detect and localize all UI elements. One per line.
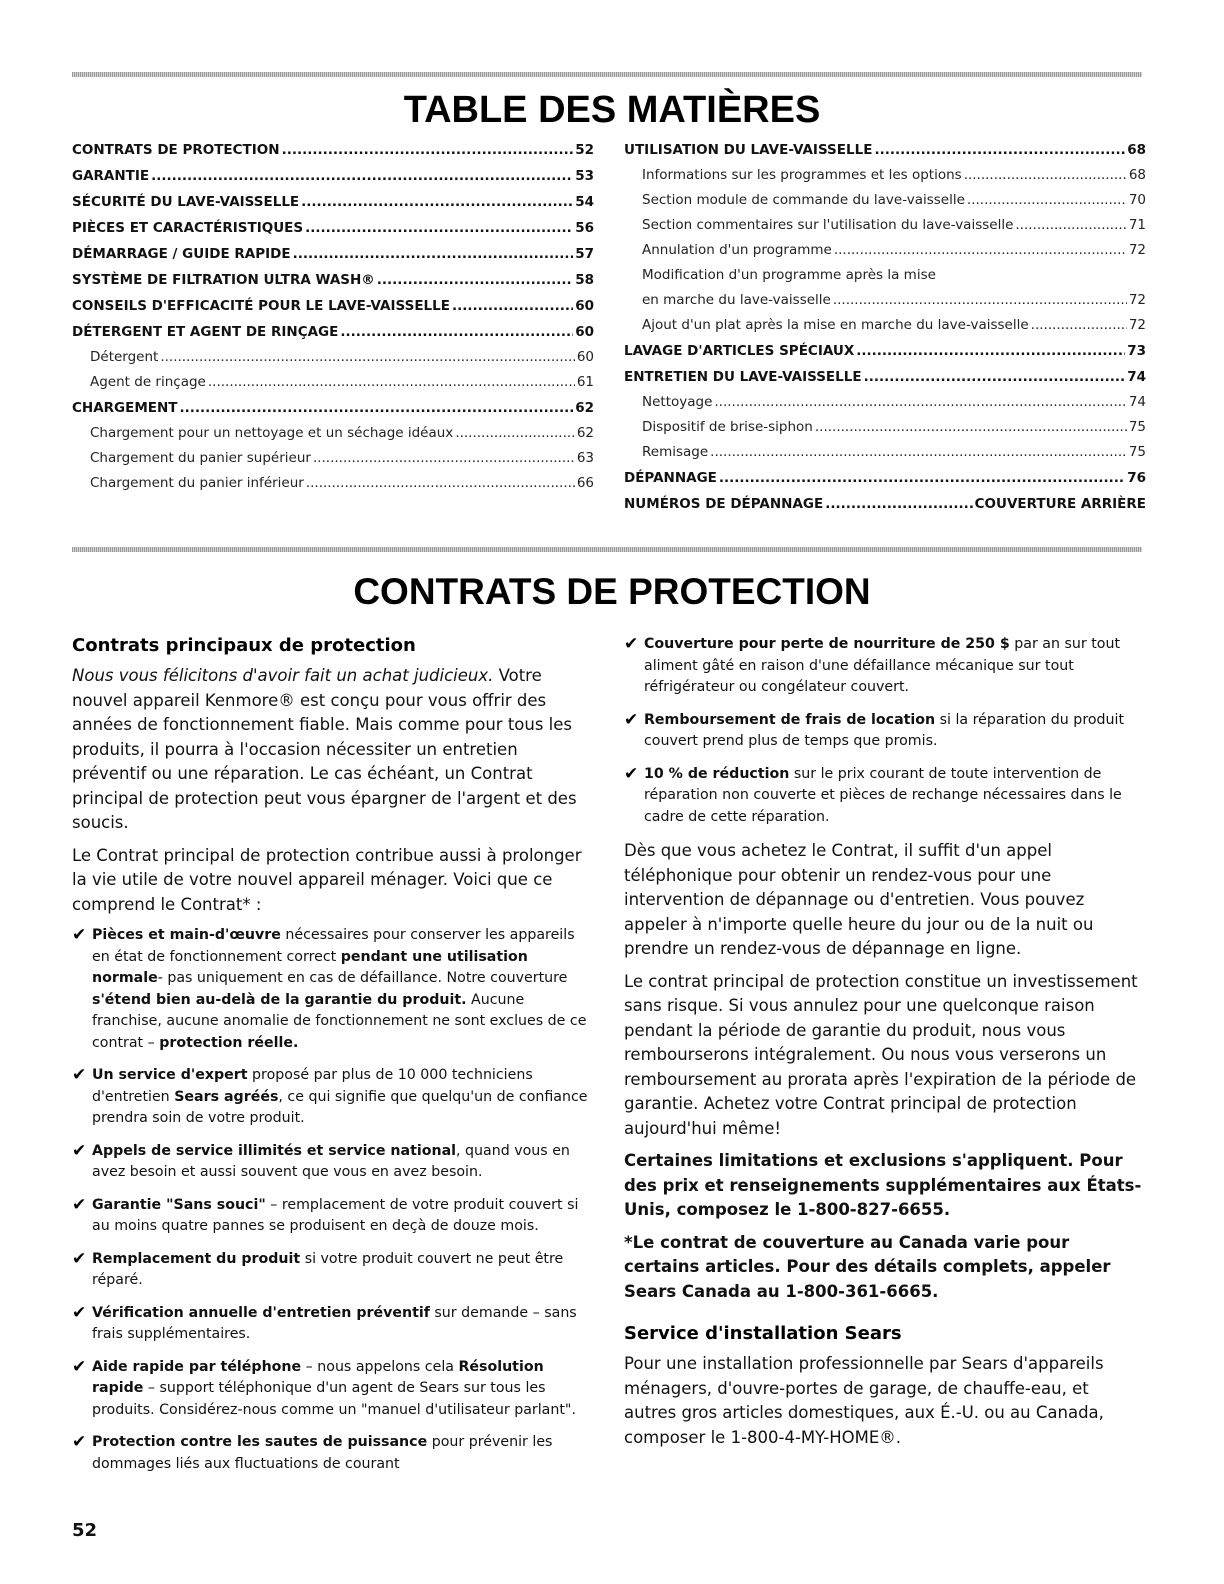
toc-entry (72, 163, 594, 189)
checkmark-icon: ✔ (624, 709, 639, 730)
toc-entry-label: DÉMARRAGE / GUIDE RAPIDE (72, 246, 291, 262)
toc-entry (624, 491, 1146, 517)
benefit-detail: – nous appelons cela (301, 1358, 459, 1375)
toc-entry-label: Chargement du panier inférieur (90, 475, 304, 491)
contracts-right-column (624, 634, 1144, 1458)
toc-leader (710, 440, 1127, 465)
refund-paragraph: Le contrat principal de protection constitue un investissement sans risque. Si vous annulez pour une quelconque raison pendant la période de garantie du produit, nous vous rembourserons intégralement. Ou nous vous verserons un remboursement au prorata après l'expiration de la période de garantie. Achetez votre Contrat principal de protection aujourd'hui même! (624, 971, 1138, 1138)
toc-entry (72, 137, 594, 163)
benefit-detail: si la réparation du produit couvert prend plus de temps que promis. (644, 711, 1125, 749)
benefit-detail: si votre produit couvert ne peut être réparé. (92, 1250, 564, 1288)
toc-entry-label: Dispositif de brise-siphon (642, 419, 813, 435)
benefit-text (92, 1067, 588, 1126)
benefit-highlight: Garantie "Sans souci" (92, 1196, 266, 1213)
toc-entry-label: Agent de rinçage (90, 374, 206, 390)
benefit-detail: Aucune franchise, aucune anomalie de fonctionnement ne sont exclues de ce contrat – (92, 991, 587, 1051)
toc-entry (624, 415, 1146, 440)
benefit-highlight: pendant une utilisation normale (92, 948, 528, 986)
toc-page-number: 56 (575, 220, 594, 236)
canada-paragraph: *Le contrat de couverture au Canada varie pour certains articles. Pour des détails complets, appeler Sears Canada au 1-800-361-6665. (624, 1232, 1111, 1301)
toc-entry-label: en marche du lave-vaisselle (642, 292, 831, 308)
toc-entry (624, 163, 1146, 188)
toc-leader (151, 163, 573, 189)
benefit-text (92, 927, 586, 1051)
benefit-text (92, 1359, 576, 1418)
checkmark-icon: ✔ (72, 1302, 87, 1323)
toc-entry-label: GARANTIE (72, 168, 150, 184)
appointment-paragraph: Dès que vous achetez le Contrat, il suffit d'un appel téléphonique pour obtenir un rendez-vous pour une intervention de dépannage ou d'entretien. Vous pouvez appeler à n'importe quelle heure du jour ou de la nuit ou prendre un rendez-vous de dépannage en ligne. (624, 841, 1094, 958)
toc-entry (72, 215, 594, 241)
toc-entry (72, 189, 594, 215)
toc-entry (72, 319, 594, 345)
contracts-title: CONTRATS DE PROTECTION (353, 571, 871, 612)
benefit-item (72, 1195, 590, 1238)
benefit-detail: sur le prix courant de toute intervention de réparation non couverte et pièces de rechange nécessaires dans le cadre de cette réparation. (644, 765, 1122, 825)
toc-page-number: 68 (1128, 167, 1146, 183)
toc-entry-label: PIÈCES ET CARACTÉRISTIQUES (72, 220, 304, 236)
toc-entry (624, 338, 1146, 364)
toc-page-number: 61 (576, 374, 594, 390)
toc-entry-label: Détergent (90, 349, 159, 365)
benefit-item (72, 1303, 590, 1346)
toc-entry (624, 263, 1146, 313)
toc-entry-label: CHARGEMENT (72, 400, 178, 416)
toc-entry-label: SYSTÈME DE FILTRATION ULTRA WASH® (72, 272, 375, 288)
benefit-highlight: Pièces et main-d'œuvre (92, 927, 281, 943)
intro-italic: Nous vous félicitons d'avoir fait un achat judicieux. (72, 666, 494, 685)
benefit-detail: – support téléphonique d'un agent de Sears sur tous les produits. Considérez-nous comme un "manuel d'utilisateur parlant". (92, 1380, 576, 1418)
toc-entry (624, 440, 1146, 465)
benefit-item (624, 764, 1144, 829)
benefit-text (644, 636, 1120, 695)
checkmark-icon: ✔ (72, 1140, 87, 1161)
toc-entry-label: SÉCURITÉ DU LAVE-VAISSELLE (72, 194, 300, 210)
checkmark-icon: ✔ (624, 634, 639, 654)
checkmark-icon: ✔ (72, 1194, 87, 1215)
benefit-detail: par an sur tout aliment gâté en raison d'une défaillance mécanique sur tout réfrigérateur ou congélateur couvert. (644, 636, 1121, 695)
toc-page-number: 76 (1127, 470, 1146, 486)
toc-leader (964, 163, 1127, 188)
toc-right-column (624, 137, 1146, 517)
toc-entry-label: DÉPANNAGE (624, 470, 717, 486)
install-heading: Service d'installation Sears (624, 1323, 902, 1344)
benefit-detail: proposé par plus de 10 000 techniciens d'entretien (92, 1067, 533, 1105)
toc-leader (815, 415, 1127, 440)
intro-rest: Votre nouvel appareil Kenmore® est conçu pour vous offrir des années de fonctionnement fiable. Mais comme pour tous les produits, il pourra à l'occasion nécessiter un entretien préventif ou une réparation. Le cas échéant, un Contrat principal de protection peut vous épargner de l'argent et des soucis. (72, 666, 577, 832)
benefit-text (644, 712, 1124, 750)
benefit-highlight: Aide rapide par téléphone (92, 1358, 302, 1375)
toc-entry (624, 137, 1146, 163)
toc-entry (72, 471, 594, 496)
toc-page-number: COUVERTURE ARRIÈRE (974, 496, 1146, 512)
benefit-highlight: protection réelle. (159, 1034, 299, 1051)
toc-leader (1031, 313, 1127, 338)
toc-entry-label: Modification d'un programme après la mise (642, 267, 936, 283)
benefit-highlight: Remboursement de frais de location (644, 711, 936, 728)
benefit-text (92, 1143, 570, 1181)
toc-leader (208, 370, 575, 395)
toc-page-number: 57 (575, 246, 594, 262)
toc-entry (624, 465, 1146, 491)
benefit-item (624, 634, 1144, 699)
toc-page-number: 72 (1128, 317, 1146, 333)
benefit-detail: - pas uniquement en cas de défaillance. Notre couverture (157, 970, 568, 986)
toc-entry (624, 238, 1146, 263)
toc-page-number: 75 (1128, 419, 1146, 435)
toc-leader (313, 446, 575, 471)
toc-leader (856, 338, 1125, 364)
middle-divider (72, 547, 1142, 552)
checkmark-icon: ✔ (72, 925, 87, 945)
toc-entry-label: UTILISATION DU LAVE-VAISSELLE (624, 142, 873, 158)
toc-entry (624, 213, 1146, 238)
intro-paragraph (72, 664, 590, 836)
toc-leader (714, 390, 1126, 415)
benefit-text (92, 1251, 563, 1289)
benefit-highlight: Couverture pour perte de nourriture de 250 $ (644, 636, 1010, 652)
benefit-item (72, 1249, 590, 1292)
toc-entry (72, 267, 594, 293)
toc-leader (160, 345, 574, 370)
benefit-highlight: s'étend bien au-delà de la garantie du produit. (92, 991, 467, 1008)
checkmark-icon: ✔ (72, 1248, 87, 1269)
toc-page-number: 74 (1128, 394, 1146, 410)
toc-page-number: 74 (1127, 369, 1146, 385)
toc-page-number: 63 (576, 450, 594, 466)
toc-entry (72, 345, 594, 370)
toc-page-number: 58 (575, 272, 594, 288)
toc-leader (340, 319, 573, 345)
toc-page-number: 54 (575, 194, 594, 210)
toc-page-number: 68 (1127, 142, 1146, 158)
benefit-item (72, 1065, 590, 1130)
benefit-highlight: 10 % de réduction (644, 765, 790, 782)
toc-entry (72, 370, 594, 395)
right-bullet-list (624, 634, 1144, 828)
page-number: 52 (72, 1520, 98, 1541)
toc-page-number: 73 (1127, 343, 1146, 359)
toc-leader (1015, 213, 1126, 238)
benefit-text (92, 1305, 577, 1343)
checkmark-icon: ✔ (72, 1065, 87, 1085)
left-bullet-list (72, 925, 590, 1475)
toc-entry (624, 188, 1146, 213)
benefit-detail: pour prévenir les dommages liés aux fluctuations de courant (92, 1434, 553, 1472)
toc-page-number: 52 (575, 142, 594, 158)
toc-page-number: 71 (1128, 217, 1146, 233)
toc-entry-label: Chargement pour un nettoyage et un séchage idéaux (90, 425, 454, 441)
toc-page-number: 75 (1128, 444, 1146, 460)
toc-page-number: 70 (1128, 192, 1146, 208)
toc-page-number: 60 (575, 324, 594, 340)
toc-entry-label: ENTRETIEN DU LAVE-VAISSELLE (624, 369, 862, 385)
toc-leader (452, 293, 573, 319)
toc-leader (834, 238, 1127, 263)
toc-entry (72, 395, 594, 421)
toc-entry-label: LAVAGE D'ARTICLES SPÉCIAUX (624, 343, 855, 359)
benefit-highlight: Appels de service illimités et service national (92, 1142, 457, 1159)
benefit-highlight: Remplacement du produit (92, 1250, 301, 1267)
toc-page-number: 53 (575, 168, 594, 184)
toc-entry (624, 364, 1146, 390)
toc-leader (293, 241, 574, 267)
toc-leader (377, 267, 573, 293)
toc-entry-label: DÉTERGENT ET AGENT DE RINÇAGE (72, 324, 339, 340)
top-divider (72, 72, 1142, 77)
toc-page-number: 66 (576, 475, 594, 491)
toc-entry-label: CONTRATS DE PROTECTION (72, 142, 280, 158)
toc-entry-label: Section commentaires sur l'utilisation du lave-vaisselle (642, 217, 1014, 233)
benefit-item (72, 1141, 590, 1184)
toc-leader (306, 471, 575, 496)
benefit-detail: , ce qui signifie que quelqu'un de confiance prendra soin de votre produit. (92, 1088, 588, 1126)
benefit-highlight: Résolution rapide (92, 1358, 544, 1396)
benefit-detail: nécessaires pour conserver les appareils en état de fonctionnement correct (92, 927, 575, 965)
benefit-item (72, 1432, 590, 1475)
toc-page-number: 62 (576, 425, 594, 441)
toc-leader (833, 288, 1127, 313)
benefit-item (624, 710, 1144, 753)
checkmark-icon: ✔ (72, 1356, 87, 1377)
checkmark-icon: ✔ (72, 1432, 87, 1452)
toc-leader (180, 395, 574, 421)
contracts-left-column (72, 634, 590, 1486)
toc-page-number: 72 (1128, 292, 1146, 308)
toc-entry (624, 390, 1146, 415)
toc-entry-line (642, 288, 1146, 313)
toc-title: TABLE DES MATIÈRES (403, 89, 821, 131)
benefit-detail: , quand vous en avez besoin et aussi souvent que vous en avez besoin. (92, 1142, 570, 1180)
toc-leader (967, 188, 1127, 213)
benefit-detail: – remplacement de votre produit couvert si au moins quatre pannes se produisent en deçà de douze mois. (92, 1196, 579, 1234)
toc-page-number: 62 (575, 400, 594, 416)
toc-entry (72, 241, 594, 267)
section-heading: Contrats principaux de protection (72, 635, 416, 656)
toc-entry-label: Chargement du panier supérieur (90, 450, 311, 466)
toc-entry-label: Nettoyage (642, 394, 713, 410)
toc-entry (624, 313, 1146, 338)
toc-leader (864, 364, 1126, 390)
toc-entry (72, 421, 594, 446)
benefit-highlight: Vérification annuelle d'entretien préventif (92, 1304, 430, 1321)
toc-page-number: 60 (575, 298, 594, 314)
toc-entry-label: CONSEILS D'EFFICACITÉ POUR LE LAVE-VAISSELLE (72, 298, 450, 314)
toc-page-number: 60 (576, 349, 594, 365)
benefit-item (72, 1357, 590, 1422)
toc-entry-label: Annulation d'un programme (642, 242, 832, 258)
install-paragraph: Pour une installation professionnelle par Sears d'appareils ménagers, d'ouvre-portes de garage, de chauffe-eau, et autres gros articles domestiques, aux É.-U. ou au Canada, composer le 1-800-4-MY-HOME®. (624, 1354, 1104, 1447)
toc-leader (301, 189, 573, 215)
toc-entry-label: Remisage (642, 444, 709, 460)
benefit-highlight: Un service d'expert (92, 1067, 248, 1083)
toc-left-column (72, 137, 594, 496)
benefit-text (644, 766, 1122, 825)
limitations-paragraph: Certaines limitations et exclusions s'appliquent. Pour des prix et renseignements supplémentaires aux États-Unis, composez le 1-800-827-6655. (624, 1151, 1142, 1219)
toc-leader (719, 465, 1125, 491)
toc-leader (874, 137, 1125, 163)
toc-leader (305, 215, 573, 241)
toc-entry-label: NUMÉROS DE DÉPANNAGE (624, 496, 824, 512)
toc-leader (282, 137, 574, 163)
benefit-text (92, 1197, 578, 1235)
toc-entry (72, 293, 594, 319)
checkmark-icon: ✔ (624, 763, 639, 784)
benefit-highlight: Sears agréés (174, 1088, 279, 1105)
benefit-text (92, 1434, 552, 1472)
benefit-item (72, 925, 590, 1054)
benefit-detail: sur demande – sans frais supplémentaires. (92, 1304, 577, 1342)
toc-leader (825, 491, 972, 517)
toc-leader (455, 421, 575, 446)
toc-entry-label: Section module de commande du lave-vaisselle (642, 192, 965, 208)
toc-page-number: 72 (1128, 242, 1146, 258)
toc-entry-label: Informations sur les programmes et les options (642, 167, 962, 183)
toc-entry-label: Ajout d'un plat après la mise en marche du lave-vaisselle (642, 317, 1029, 333)
toc-entry (72, 446, 594, 471)
benefit-highlight: Protection contre les sautes de puissance (92, 1434, 428, 1450)
contract-includes-paragraph: Le Contrat principal de protection contribue aussi à prolonger la vie utile de votre nouvel appareil ménager. Voici que ce comprend le Contrat* : (72, 845, 582, 914)
